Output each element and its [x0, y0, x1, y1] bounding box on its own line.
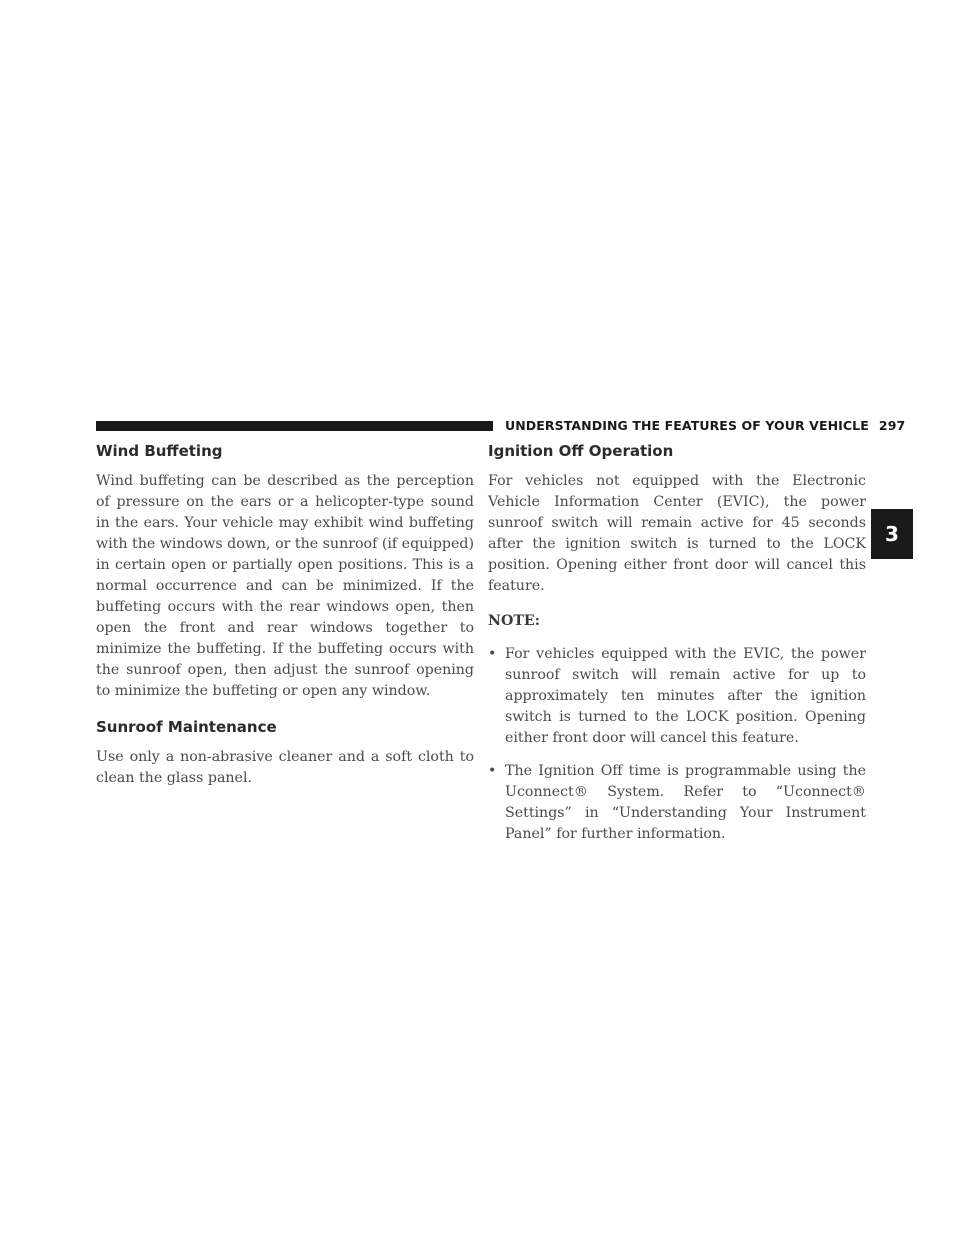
- section-title: UNDERSTANDING THE FEATURES OF YOUR VEHICLE: [505, 418, 869, 433]
- list-item-text: The Ignition Off time is programmable using the Uconnect® System. Refer to “Uconnect® Settings” in “Understanding Your Instrument Panel” for further information.: [505, 763, 866, 842]
- heading-sunroof-maintenance: Sunroof Maintenance: [96, 718, 277, 736]
- left-column: [96, 440, 474, 803]
- bullet-glyph: •: [488, 763, 497, 779]
- page-number: 297: [878, 418, 906, 433]
- header-rule: [96, 421, 493, 431]
- list-item: [488, 761, 866, 845]
- bullet-glyph: •: [488, 646, 497, 662]
- heading-wind-buffeting: Wind Buffeting: [96, 442, 223, 460]
- note-label: NOTE:: [488, 613, 540, 629]
- paragraph-wind-buffeting: Wind buffeting can be described as the perception of pressure on the ears or a helicopter-type sound in the ears. Your vehicle may exhibit wind buffeting with the windows down, or the sunroof (if equipped) in certain open or partially open positions. This is a normal occurrence and can be minimized. If the buffeting occurs with the rear windows open, then open the front and rear windows together to minimize the buffeting. If the buffeting occurs with the sunroof open, then adjust the sunroof opening to minimize the buffeting or open any window.: [96, 473, 474, 699]
- paragraph-ignition-off: For vehicles not equipped with the Electronic Vehicle Information Center (EVIC), the power sunroof switch will remain active for 45 seconds after the ignition switch is turned to the LOCK position. Opening either front door will cancel this feature.: [488, 473, 866, 594]
- paragraph-sunroof-maintenance: Use only a non-abrasive cleaner and a soft cloth to clean the glass panel.: [96, 749, 474, 786]
- note-bullet-list: [488, 644, 866, 845]
- list-item: [488, 644, 866, 749]
- heading-ignition-off-operation: Ignition Off Operation: [488, 442, 674, 460]
- list-item-text: For vehicles equipped with the EVIC, the power sunroof switch will remain active for up to approximately ten minutes after the ignition switch is turned to the LOCK position. Opening either front door will cancel this feature.: [505, 646, 866, 746]
- running-header: [505, 418, 905, 433]
- right-column: [488, 440, 866, 857]
- chapter-tab: 3: [871, 509, 913, 559]
